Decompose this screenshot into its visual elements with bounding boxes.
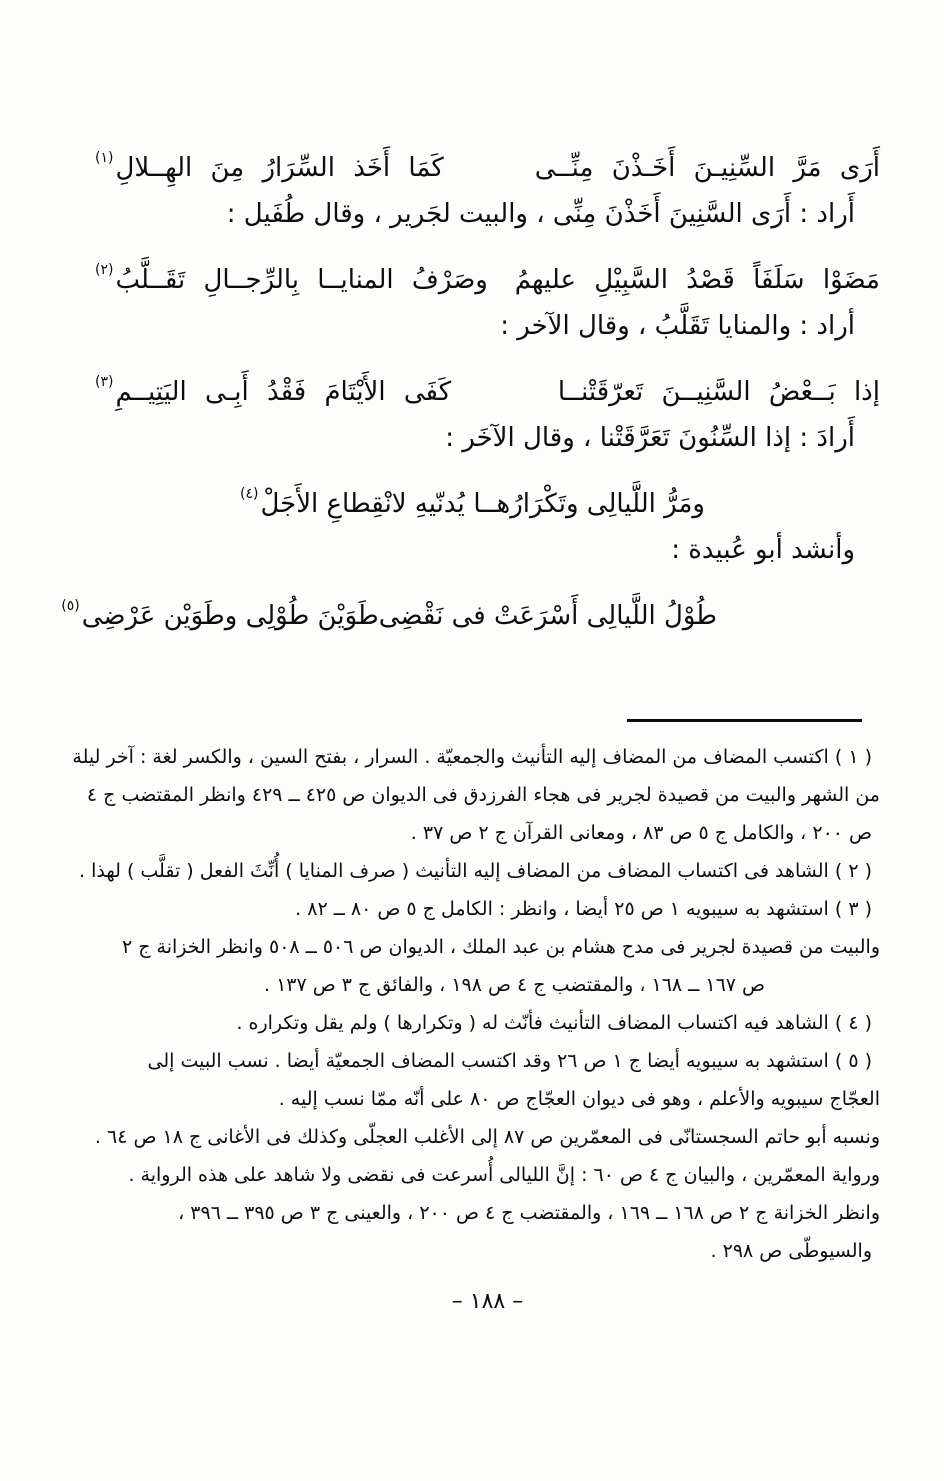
verse-5-left-hemistich: [61, 578, 378, 644]
verse-line-4: [240, 466, 705, 522]
verse-line-3: [95, 354, 880, 410]
verse-4-left-text: يُدنّيهِ لانْقِطاعِ الأَجَلْ: [260, 489, 465, 519]
footnote-line: من الشهر والبيت من قصيدة لجرير فى هجاء الفرزدق فى الديوان ص ٤٢٥ ــ ٤٢٩ وانظر المقتضب ج ٤: [86, 784, 880, 806]
footnote-ref-3: (٣): [95, 374, 114, 390]
footnote-line: والسيوطّى ص ٢٩٨ .: [710, 1240, 872, 1262]
verse-3-left-text: كَفَى الأَيْتَامَ فَقْدُ أَبِـى اليَتِيــمِ: [115, 377, 452, 407]
footnote-separator-rule: [627, 719, 862, 722]
verse-1-right-hemistich: أَرَى مَرَّ السِّنِيـنَ أَخَـذْنَ مِنِّــى: [534, 153, 880, 183]
footnote-line: ورواية المعمّرين ، والبيان ج ٤ ص ٦٠ : إنَّ الليالى أُسرعت فى نقضى ولا شاهد على هذه الرواية .: [128, 1164, 880, 1186]
verse-5-left-text: طَوَيْنَ طُوْلِى وطَوَيْن عَرْضِى: [81, 601, 379, 631]
footnote-line: ( ١ ) اكتسب المضاف من المضاف إليه التأنيث والجمعيّة . السرار ، بفتح السين ، والكسر لغة : آخر ليلة: [72, 746, 872, 768]
verse-2-right-hemistich: مَضَوْا سَلَفَاً قَصْدُ السَّبِيْلِ عليهمُ: [514, 265, 880, 295]
prose-line-2: أراد : والمنايا تَقَلَّبُ ، وقال الآخر :: [500, 311, 855, 341]
footnote-line: ونسبه أبو حاتم السجستانّى فى المعمّرين ص ٨٧ إلى الأغلب العجلّى وكذلك فى الأغانى ج ١٨ ص ٦٤ .: [94, 1126, 880, 1148]
main-text-block: [61, 0, 880, 634]
footnote-line: ( ٤ ) الشاهد فيه اكتساب المضاف التأنيث فأنّث له ( وتكرارها ) ولم يقل وتكراره .: [236, 1012, 872, 1034]
footnote-line: ( ٥ ) استشهد به سيبويه أيضا ج ١ ص ٢٦ وقد اكتسب المضاف الجمعيّة أيضا . نسب البيت إلى: [147, 1050, 872, 1072]
footnote-line: ص ٢٠٠ ، والكامل ج ٥ ص ٨٣ ، ومعانى القرآن ج ٢ ص ٣٧ .: [410, 822, 872, 844]
footnotes-block: [72, 738, 880, 1270]
page-number: – ١٨٨ –: [451, 1289, 524, 1314]
verse-line-5: [61, 578, 717, 634]
verse-3-left-hemistich: [95, 354, 451, 420]
footnote-ref-2: (٢): [95, 262, 114, 278]
prose-line-3: أَرادَ : إذا السِّنُونَ تَعَرَّقَتْنا ، وقال الآخَر :: [445, 423, 855, 453]
prose-line-1: أَراد : أَرَى السَّنِينَ أَخَذْنَ مِنِّى ، والبيت لجَرير ، وقال طُفَيل :: [226, 199, 855, 229]
verse-3-right-hemistich: إذا بَــعْضُ السَّنِيــنَ تَعرّقَتْنــا: [557, 377, 880, 407]
verse-4-right-hemistich: ومَرُّ اللَّيالِى وتَكْرَارُهــا: [473, 489, 705, 519]
verse-line-1: [95, 130, 880, 186]
footnote-ref-1: (١): [95, 150, 114, 166]
footnote-line: العجّاج سيبويه والأعلم ، وهو فى ديوان العجّاج ص ٨٠ على أنّه ممّا نسب إليه .: [278, 1088, 880, 1110]
verse-2-left-hemistich: [95, 242, 488, 308]
footnote-ref-5: (٥): [61, 598, 80, 614]
verse-1-left-text: كَمَا أَخَذ السِّرَارُ مِنَ الهِــلالِ: [115, 153, 444, 183]
verse-5-right-hemistich: طُوْلُ اللَّيالِى أَسْرَعَتْ فى نَقْضِى: [378, 601, 717, 631]
verse-2-left-text: وصَرْفُ المنايــا بِالرِّجــالِ تَقَــلَّبُ: [115, 265, 488, 295]
footnote-line: ص ١٦٧ ــ ١٦٨ ، والمقتضب ج ٤ ص ١٩٨ ، والفائق ج ٣ ص ١٣٧ .: [264, 974, 765, 996]
footnote-line: ( ٢ ) الشاهد فى اكتساب المضاف من المضاف إليه التأنيث ( صرف المنايا ) أُنِّثَ الفعل ( تقلَّب ) لهذا .: [79, 860, 872, 882]
footnote-line: وانظر الخزانة ج ٢ ص ١٦٨ ــ ١٦٩ ، والمقتضب ج ٤ ص ٢٠٠ ، والعينى ج ٣ ص ٣٩٥ ــ ٣٩٦ ،: [178, 1202, 880, 1224]
verse-4-left-hemistich: [240, 466, 465, 532]
verse-line-2: [95, 242, 880, 298]
footnote-line: والبيت من قصيدة لجرير فى مدح هشام بن عبد الملك ، الديوان ص ٥٠٦ ــ ٥٠٨ وانظر الخزانة ج ٢: [121, 936, 880, 958]
footnote-line: ( ٣ ) استشهد به سيبويه ١ ص ٢٥ أيضا ، وانظر : الكامل ج ٥ ص ٨٠ ــ ٨٢ .: [295, 898, 872, 920]
footnote-ref-4: (٤): [240, 486, 259, 502]
prose-line-4: وأنشد أبو عُبيدة :: [671, 535, 855, 565]
